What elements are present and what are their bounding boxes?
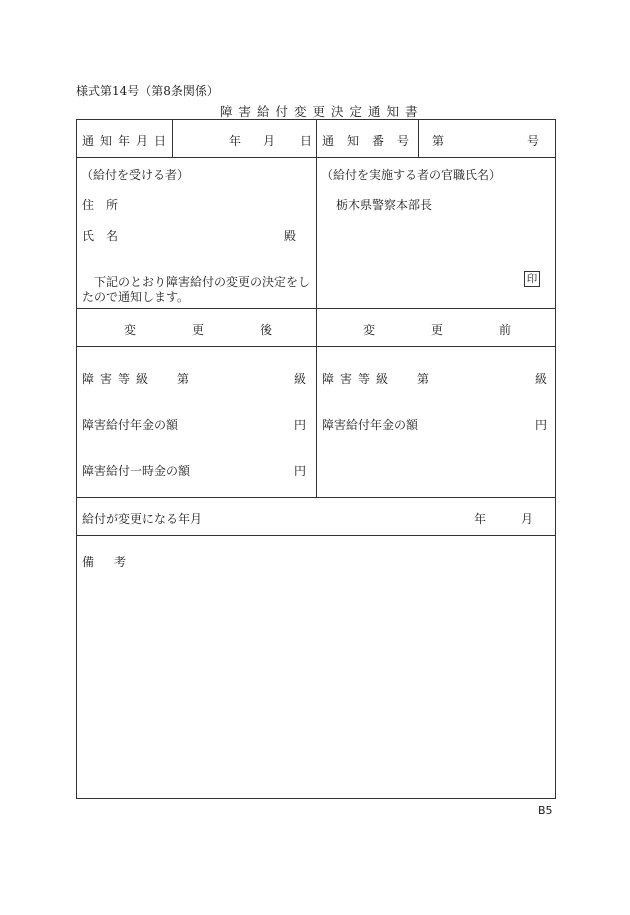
remarks-label: 備 考 bbox=[82, 555, 131, 569]
after-annuity-unit: 円 bbox=[294, 418, 307, 432]
issuer-heading: （給付を実施する者の官職氏名） bbox=[321, 168, 502, 182]
divider-date-label bbox=[172, 119, 173, 157]
after-annuity-label: 障害給付年金の額 bbox=[82, 418, 179, 432]
before-grade-label: 障害等級 bbox=[322, 372, 395, 386]
rule-change-date-bottom bbox=[76, 535, 556, 536]
before-annuity-label: 障害給付年金の額 bbox=[322, 418, 419, 432]
issuer-name: 栃木県警察本部長 bbox=[336, 198, 433, 212]
honorific: 殿 bbox=[284, 229, 297, 243]
change-date-month-unit: 月 bbox=[521, 512, 534, 526]
after-lump-sum-label: 障害給付一時金の額 bbox=[82, 464, 191, 478]
before-grade-suffix: 級 bbox=[535, 372, 548, 386]
form-number: 様式第14号（第8条関係） bbox=[76, 84, 219, 98]
recipient-heading: （給付を受ける者） bbox=[81, 168, 190, 182]
notice-number-suffix: 号 bbox=[527, 134, 540, 148]
after-grade-suffix: 級 bbox=[294, 372, 307, 386]
notice-day-unit: 日 bbox=[300, 134, 313, 148]
notice-date-label: 通知年月日 bbox=[82, 134, 173, 148]
address-label: 住 所 bbox=[82, 198, 119, 212]
divider-center bbox=[316, 119, 317, 497]
notice-year-unit: 年 bbox=[229, 134, 242, 148]
change-date-label: 給付が変更になる年月 bbox=[82, 512, 203, 526]
after-grade-label: 障害等級 bbox=[82, 372, 155, 386]
after-lump-sum-unit: 円 bbox=[294, 464, 307, 478]
notice-month-unit: 月 bbox=[263, 134, 276, 148]
notice-text-line2: たので通知します。 bbox=[82, 290, 190, 304]
seal-mark: 印 bbox=[524, 271, 540, 287]
notice-number-prefix: 第 bbox=[432, 134, 445, 148]
notice-text-line1: 下記のとおり障害給付の変更の決定をし bbox=[82, 275, 311, 289]
after-grade-prefix: 第 bbox=[177, 372, 190, 386]
before-annuity-unit: 円 bbox=[535, 418, 548, 432]
notice-number-label: 通知番号 bbox=[322, 134, 423, 148]
name-label: 氏 名 bbox=[82, 229, 119, 243]
before-grade-prefix: 第 bbox=[417, 372, 430, 386]
column-after-change: 変更後 bbox=[124, 323, 329, 337]
document-title: 障害給付変更決定通知書 bbox=[220, 104, 424, 119]
paper-size-label: B5 bbox=[538, 804, 553, 817]
change-date-year-unit: 年 bbox=[474, 512, 487, 526]
rule-amounts-bottom bbox=[76, 497, 556, 498]
column-before-change: 変更前 bbox=[363, 323, 568, 337]
